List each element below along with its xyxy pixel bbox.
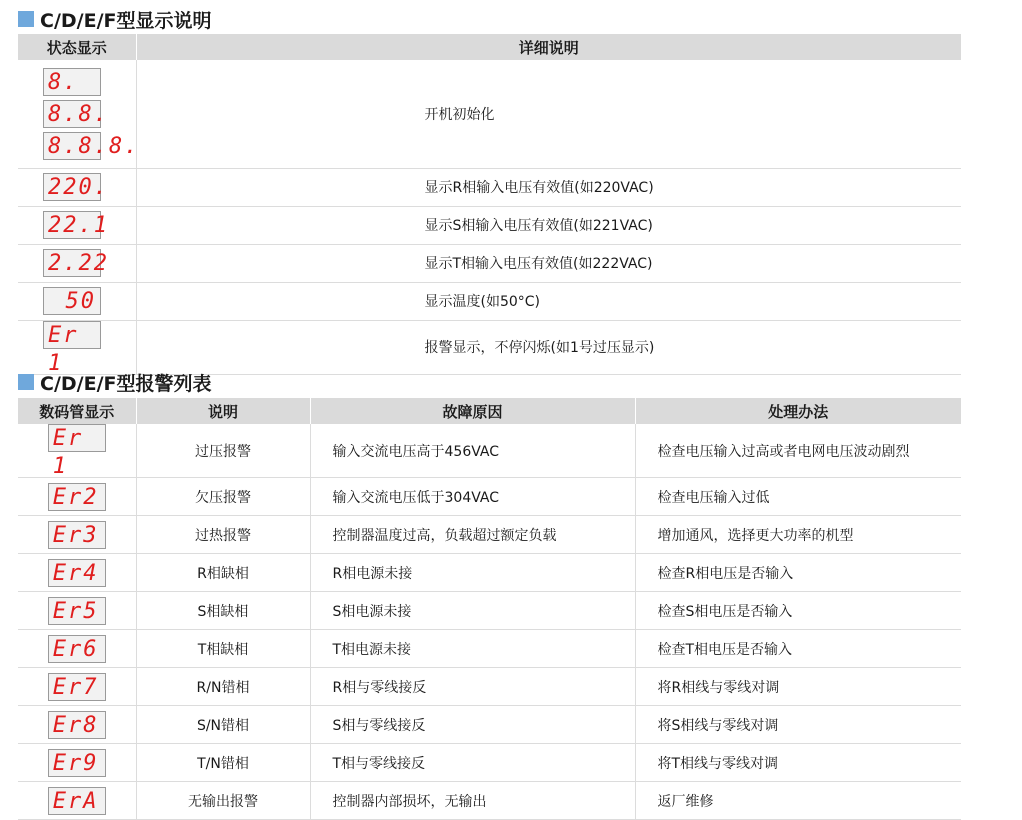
alarm-fix: 将S相线与零线对调 (635, 706, 961, 744)
alarm-fix: 检查S相电压是否输入 (635, 592, 961, 630)
alarm-fix: 检查R相电压是否输入 (635, 554, 961, 592)
alarm-name: T相缺相 (136, 630, 310, 668)
detail-text: 报警显示，不停闪烁(如1号过压显示) (136, 320, 961, 374)
alarm-name: 欠压报警 (136, 478, 310, 516)
alarm-table-header (18, 398, 961, 424)
detail-text: 开机初始化 (136, 60, 961, 168)
detail-text: 显示S相输入电压有效值(如221VAC) (136, 206, 961, 244)
alarm-fix: 返厂维修 (635, 782, 961, 820)
alarm-cause: T相电源未接 (310, 630, 635, 668)
table-row (18, 60, 961, 168)
alarm-name: R相缺相 (136, 554, 310, 592)
alarm-fix: 检查电压输入过低 (635, 478, 961, 516)
alarm-name: S/N错相 (136, 706, 310, 744)
lcd-display: Er3 (48, 521, 106, 549)
table-row (18, 478, 961, 516)
lcd-display: Er7 (48, 673, 106, 701)
alarm-cause: 输入交流电压高于456VAC (310, 424, 635, 478)
display-table-header (18, 34, 961, 60)
alarm-name: 过热报警 (136, 516, 310, 554)
alarm-fix: 将R相线与零线对调 (635, 668, 961, 706)
alarm-cause: S相与零线接反 (310, 706, 635, 744)
table-row (18, 592, 961, 630)
alarm-fix: 增加通风，选择更大功率的机型 (635, 516, 961, 554)
alarm-table (18, 398, 961, 820)
table-row (18, 206, 961, 244)
lcd-display: Er6 (48, 635, 106, 663)
table-row (18, 168, 961, 206)
alarm-name: R/N错相 (136, 668, 310, 706)
display-table (18, 34, 961, 375)
table-row (18, 554, 961, 592)
lcd-display: Er2 (48, 483, 106, 511)
alarm-name: S相缺相 (136, 592, 310, 630)
lcd-display: Er9 (48, 749, 106, 777)
lcd-display: 8.8. (43, 100, 101, 128)
header-detail: 详细说明 (136, 34, 961, 60)
lcd-display: 22.1 (43, 211, 101, 239)
detail-text: 显示温度(如50°C) (136, 282, 961, 320)
lcd-display: 50 (43, 287, 101, 315)
section2-title: C/D/E/F型报警列表 (18, 369, 212, 395)
alarm-name: T/N错相 (136, 744, 310, 782)
lcd-display: Er 1 (48, 424, 106, 452)
alarm-fix: 检查T相电压是否输入 (635, 630, 961, 668)
alarm-cause: T相与零线接反 (310, 744, 635, 782)
section-marker-icon (18, 374, 34, 390)
header-display: 数码管显示 (18, 398, 136, 424)
section1-title: C/D/E/F型显示说明 (18, 6, 212, 32)
header-status-display: 状态显示 (18, 34, 136, 60)
alarm-cause: 控制器温度过高，负载超过额定负载 (310, 516, 635, 554)
lcd-display: 8. (43, 68, 101, 96)
table-row (18, 706, 961, 744)
table-row (18, 516, 961, 554)
section-marker-icon (18, 11, 34, 27)
header-cause: 故障原因 (310, 398, 635, 424)
alarm-name: 无输出报警 (136, 782, 310, 820)
header-fix: 处理办法 (635, 398, 961, 424)
table-row (18, 782, 961, 820)
alarm-cause: S相电源未接 (310, 592, 635, 630)
table-row (18, 744, 961, 782)
lcd-display: 2.22 (43, 249, 101, 277)
alarm-cause: R相电源未接 (310, 554, 635, 592)
alarm-cause: R相与零线接反 (310, 668, 635, 706)
alarm-cause: 控制器内部损坏，无输出 (310, 782, 635, 820)
detail-text: 显示T相输入电压有效值(如222VAC) (136, 244, 961, 282)
table-row (18, 424, 961, 478)
detail-text: 显示R相输入电压有效值(如220VAC) (136, 168, 961, 206)
alarm-fix: 检查电压输入过高或者电网电压波动剧烈 (635, 424, 961, 478)
alarm-cause: 输入交流电压低于304VAC (310, 478, 635, 516)
lcd-display: 8.8.8. (43, 132, 101, 160)
alarm-fix: 将T相线与零线对调 (635, 744, 961, 782)
lcd-display: ErA (48, 787, 106, 815)
lcd-display: 220. (43, 173, 101, 201)
lcd-display: Er 1 (43, 321, 101, 349)
table-row (18, 668, 961, 706)
lcd-display: Er8 (48, 711, 106, 739)
table-row (18, 244, 961, 282)
table-row (18, 320, 961, 374)
table-row (18, 282, 961, 320)
alarm-name: 过压报警 (136, 424, 310, 478)
header-name: 说明 (136, 398, 310, 424)
table-row (18, 630, 961, 668)
lcd-display: Er5 (48, 597, 106, 625)
lcd-display: Er4 (48, 559, 106, 587)
